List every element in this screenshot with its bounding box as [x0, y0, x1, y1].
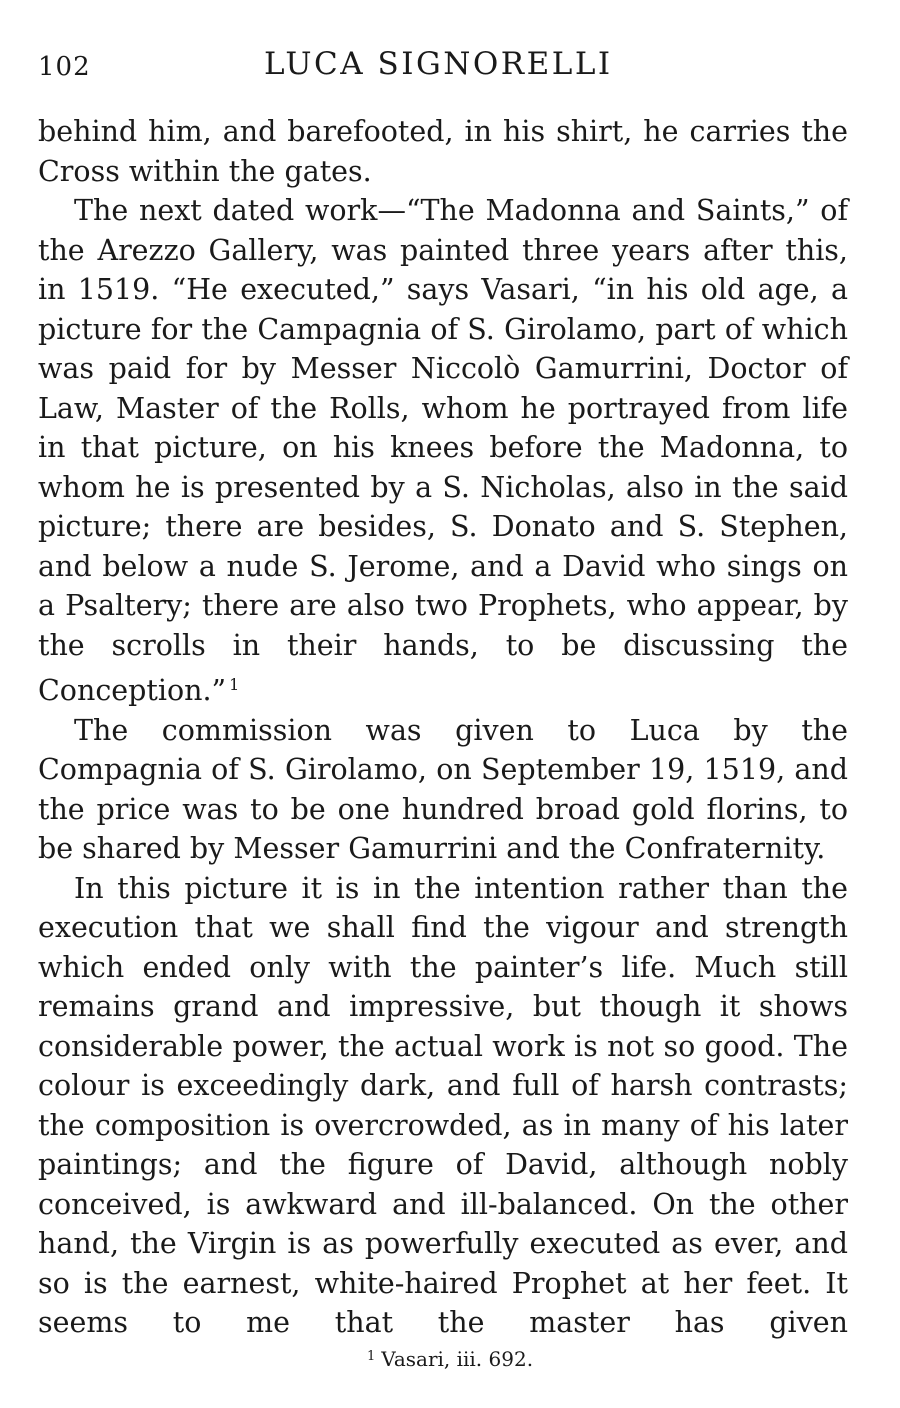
paragraph-text: The commission was given to Luca by the Compagnia of S. Girolamo, on September 19, 1519, and the price was to be one hundred broad gold florins, to be shared by Messer Gamurrini and the Confraternity. [38, 713, 848, 865]
page-header [38, 44, 848, 84]
paragraph [38, 711, 848, 869]
paragraph-text: behind him, and barefooted, in his shirt, he carries the Cross within the gates. [38, 115, 848, 188]
paragraph [38, 191, 848, 711]
paragraph-text: In this picture it is in the intention rather than the execution that we shall find the vigour and strength which ended only with the painter’s life. Much still remains grand and impressive, but though it shows considerable power, the actual work is not so good. The colour is exceedingly dark, and full of harsh contrasts; the composition is overcrowded, as in many of his later paintings; and the figure of David, although nobly conceived, is awkward and ill-balanced. On the other hand, the Virgin is as powerfully executed as ever, and so is the earnest, white-haired Prophet at her feet. It seems to me that the master has given [38, 871, 848, 1339]
footnote-text: Vasari, iii. 692. [381, 1347, 534, 1371]
page-number: 102 [38, 52, 91, 82]
paragraph-text: The next dated work—“The Madonna and Saints,” of the Arezzo Gallery, was painted three years after this, in 1519. “He executed,” says Vasari, “in his old age, a picture for the Campagnia of S. Girolamo, part of which was paid for by Messer Niccolò Gamurrini, Doctor of Law, Master of the Rolls, whom he portrayed from life in that picture, on his knees before the Madonna, to whom he is presented by a S. Nicholas, also in the said picture; there are besides, S. Donato and S. Stephen, and below a nude S. Jerome, and a David who sings on a Psaltery; there are also two Prophets, who appear, by the scrolls in their hands, to be discussing the Conception.” [38, 194, 848, 707]
paragraph-continued [38, 112, 848, 191]
footnote-mark: 1 [366, 1349, 376, 1364]
body-text [38, 112, 848, 1343]
footnote-reference: 1 [229, 675, 240, 694]
footnote [0, 1347, 900, 1371]
paragraph [38, 869, 848, 1343]
running-title: LUCA SIGNORELLI [264, 46, 613, 82]
